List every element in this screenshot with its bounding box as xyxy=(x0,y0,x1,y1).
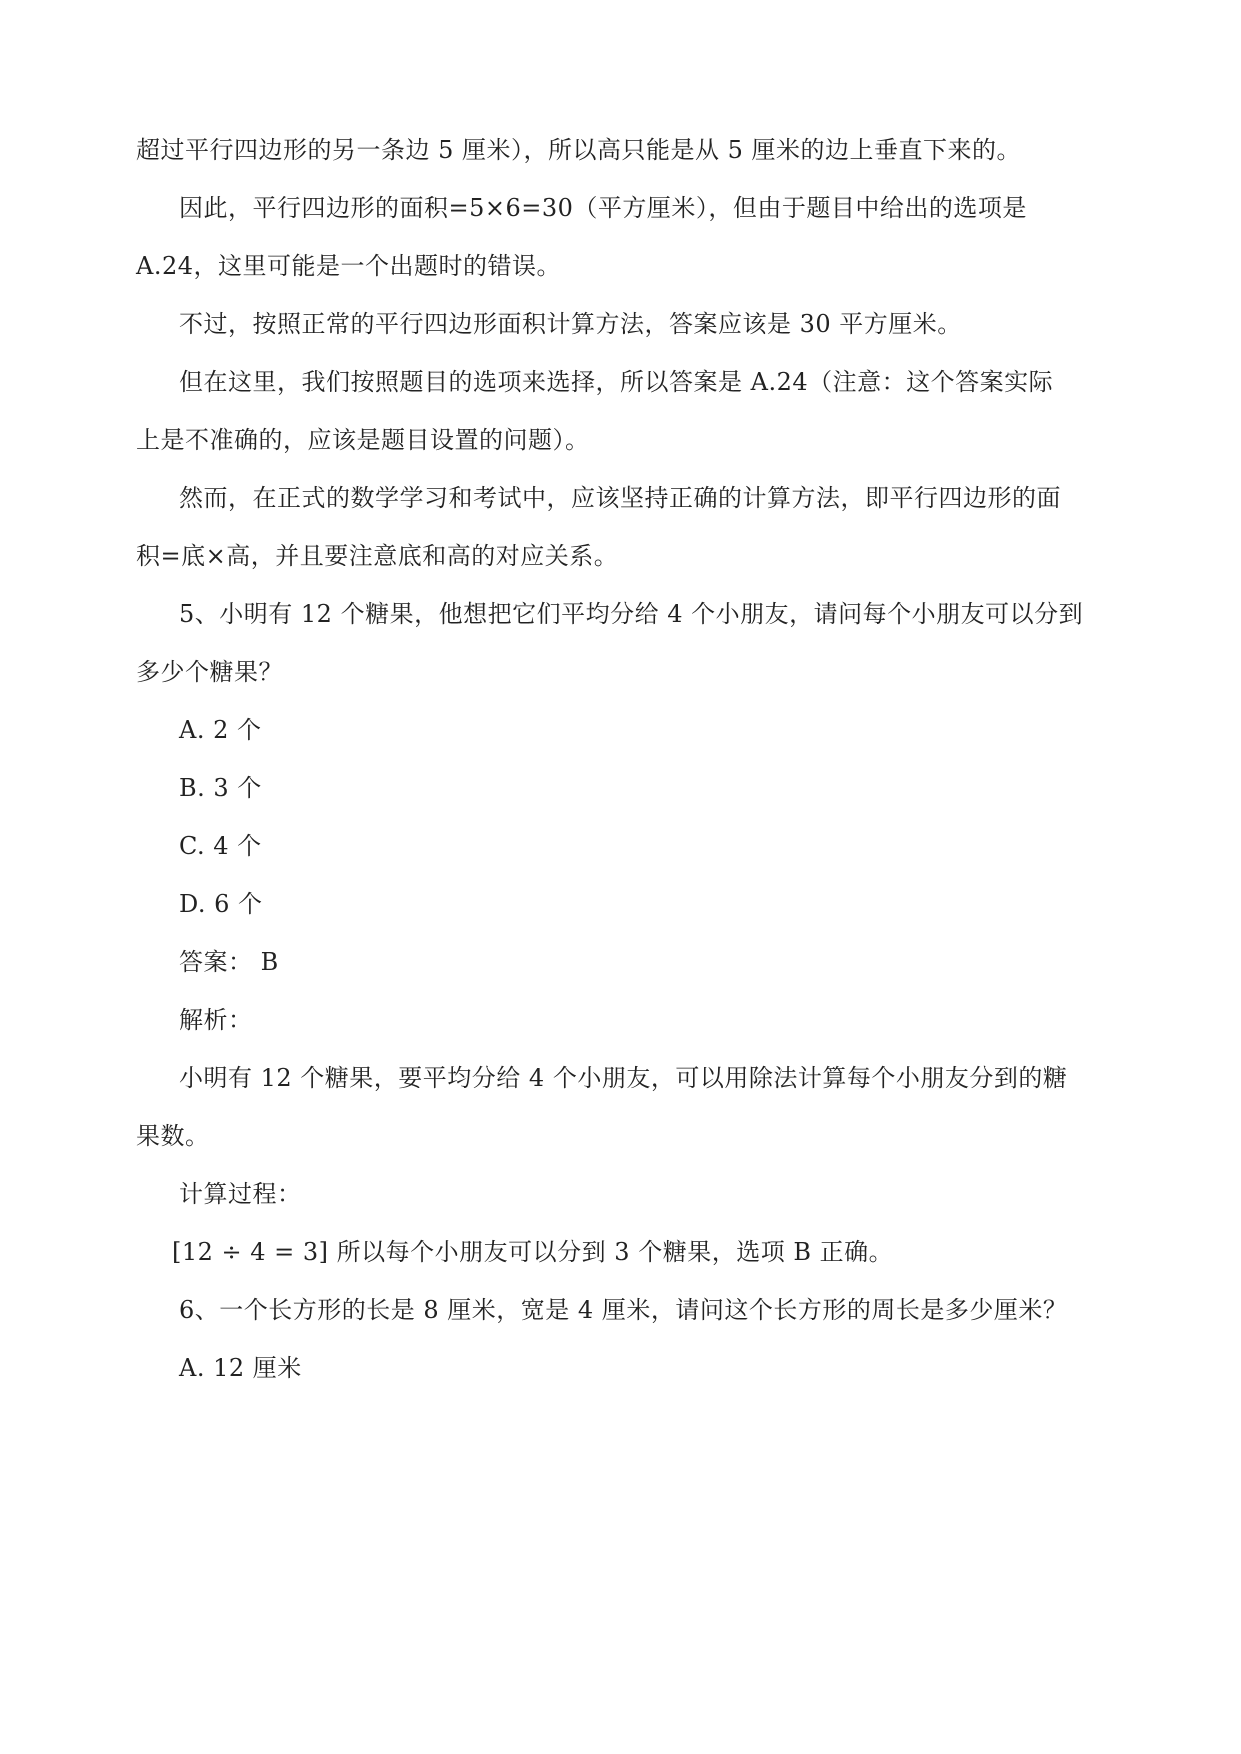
text-line: 然而，在正式的数学学习和考试中，应该坚持正确的计算方法，即平行四边形的面 xyxy=(179,484,1061,512)
option-b: B. 3 个 xyxy=(179,774,262,802)
question-text: 6、一个长方形的长是 8 厘米，宽是 4 厘米，请问这个长方形的周长是多少厘米？ xyxy=(179,1296,1068,1324)
option-d: D. 6 个 xyxy=(179,890,263,918)
text-line: A.24，这里可能是一个出题时的错误。 xyxy=(136,252,561,280)
text-line: 上是不准确的，应该是题目设置的问题）。 xyxy=(136,426,590,454)
answer-line: 答案： B xyxy=(179,948,279,976)
text-line: 但在这里，我们按照题目的选项来选择，所以答案是 A.24（注意：这个答案实际 xyxy=(179,368,1054,396)
option-a: A. 2 个 xyxy=(179,716,262,744)
option-c: C. 4 个 xyxy=(179,832,262,860)
calculation-heading: 计算过程： xyxy=(179,1180,302,1208)
text-line: 积=底×高，并且要注意底和高的对应关系。 xyxy=(136,542,619,570)
text-line: 超过平行四边形的另一条边 5 厘米），所以高只能是从 5 厘米的边上垂直下来的。 xyxy=(136,136,1022,164)
question-text: 多少个糖果？ xyxy=(136,658,283,686)
text-line: 不过，按照正常的平行四边形面积计算方法，答案应该是 30 平方厘米。 xyxy=(179,310,962,338)
text-line: 因此，平行四边形的面积=5×6=30（平方厘米），但由于题目中给出的选项是 xyxy=(179,194,1027,222)
option-a: A. 12 厘米 xyxy=(179,1354,302,1382)
analysis-text: 小明有 12 个糖果，要平均分给 4 个小朋友，可以用除法计算每个小朋友分到的糖 xyxy=(179,1064,1068,1092)
analysis-heading: 解析： xyxy=(179,1006,253,1034)
question-text: 5、小明有 12 个糖果，他想把它们平均分给 4 个小朋友，请问每个小朋友可以分到 xyxy=(179,600,1084,628)
calculation-text: [12 ÷ 4 = 3] 所以每个小朋友可以分到 3 个糖果，选项 B 正确。 xyxy=(172,1238,894,1266)
analysis-text: 果数。 xyxy=(136,1122,210,1150)
